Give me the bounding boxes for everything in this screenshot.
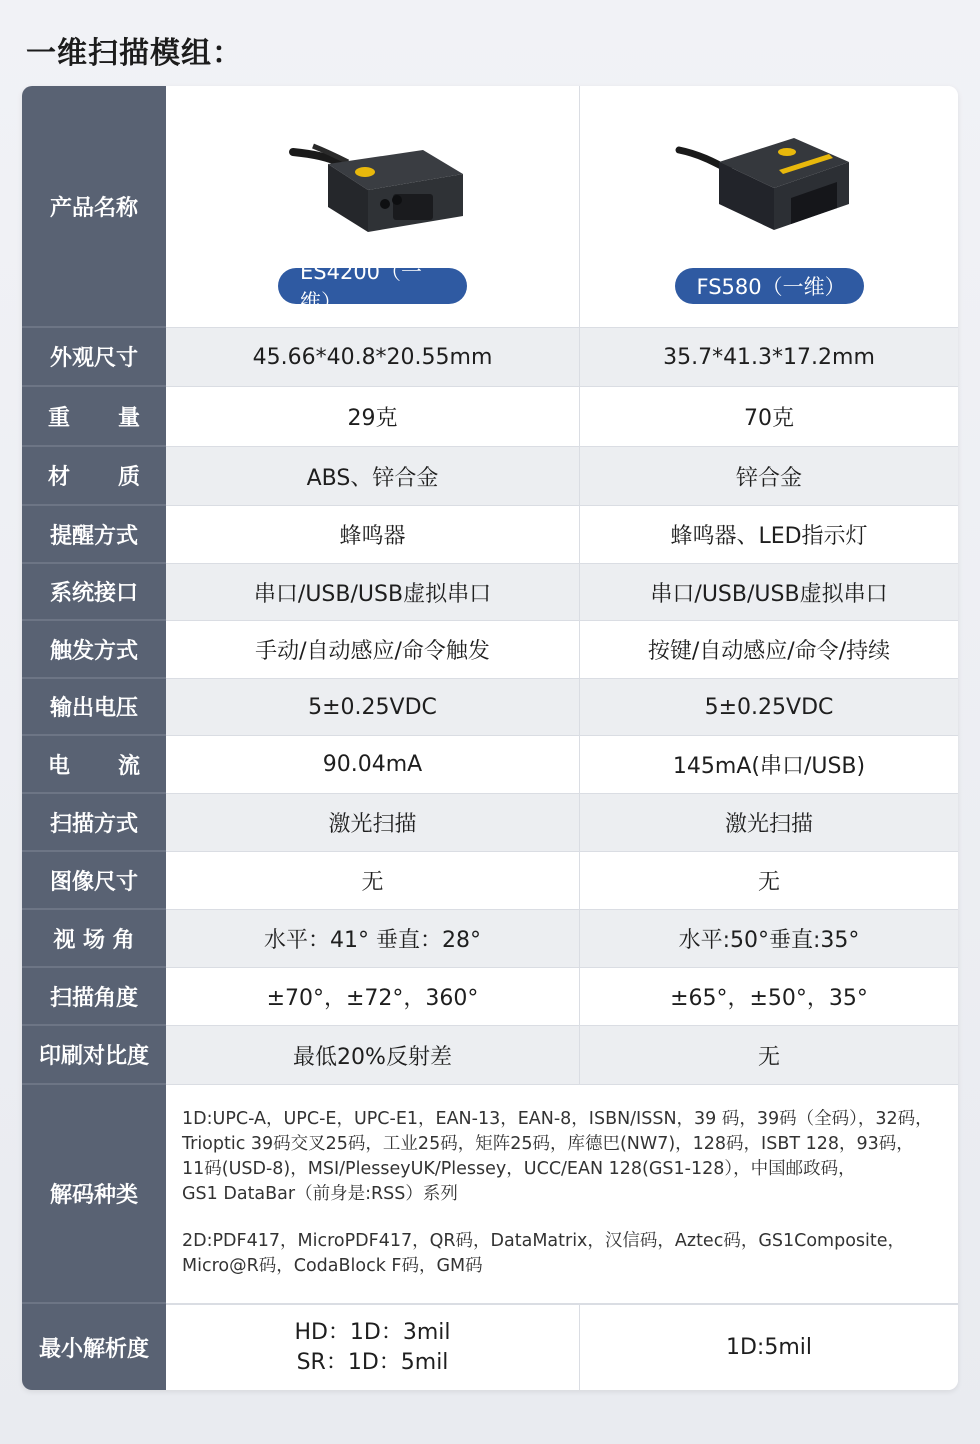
table-row (22, 621, 958, 679)
value-cell: 35.7*41.3*17.2mm (580, 328, 958, 387)
table-row (22, 1026, 958, 1085)
table-row (22, 794, 958, 852)
row-label: 材 质 (22, 447, 166, 506)
table-row (22, 910, 958, 968)
table-row (22, 328, 958, 387)
value-cell: 45.66*40.8*20.55mm (166, 328, 580, 387)
page-title: 一维扫描模组： (26, 36, 243, 71)
value-cell: 串口/USB/USB虚拟串口 (580, 564, 958, 621)
row-label: 输出电压 (22, 679, 166, 736)
row-label: 产品名称 (22, 86, 166, 328)
row-label: 视 场 角 (22, 910, 166, 968)
value-cell: 激光扫描 (166, 794, 580, 852)
value-cell: 串口/USB/USB虚拟串口 (166, 564, 580, 621)
row-label: 重 量 (22, 387, 166, 447)
table-row (22, 736, 958, 794)
spec-table (22, 86, 958, 1390)
value-cell: 1D:5mil (580, 1304, 958, 1390)
table-row (22, 506, 958, 564)
value-cell: ±70°，±72°，360° (166, 968, 580, 1026)
row-label: 图像尺寸 (22, 852, 166, 910)
value-cell: ABS、锌合金 (166, 447, 580, 506)
row-label: 扫描方式 (22, 794, 166, 852)
value-cell: ±65°，±50°，35° (580, 968, 958, 1026)
value-cell: 蜂鸣器、LED指示灯 (580, 506, 958, 564)
value-cell: 无 (166, 852, 580, 910)
row-label: 解码种类 (22, 1085, 166, 1304)
table-row-product (22, 86, 958, 328)
row-label: 触发方式 (22, 621, 166, 679)
value-cell: 无 (580, 852, 958, 910)
scanner-fs580-icon (669, 112, 869, 252)
product-name-badge-2: FS580（一维） (675, 268, 864, 304)
value-cell: HD：1D：3mil SR：1D：5mil (166, 1304, 580, 1390)
row-label: 电 流 (22, 736, 166, 794)
value-cell: 水平：41° 垂直：28° (166, 910, 580, 968)
table-row (22, 968, 958, 1026)
table-row (22, 387, 958, 447)
value-cell: 70克 (580, 387, 958, 447)
value-cell: 蜂鸣器 (166, 506, 580, 564)
product-cell-2 (580, 86, 958, 328)
value-cell: 手动/自动感应/命令触发 (166, 621, 580, 679)
product-name-badge-1: ES4200（一维） (278, 268, 467, 304)
value-cell: 按键/自动感应/命令/持续 (580, 621, 958, 679)
table-row (22, 564, 958, 621)
value-cell: 最低20%反射差 (166, 1026, 580, 1085)
table-row-decode (22, 1085, 958, 1304)
value-cell: 5±0.25VDC (580, 679, 958, 736)
value-cell: 145mA(串口/USB) (580, 736, 958, 794)
value-cell: 无 (580, 1026, 958, 1085)
value-cell: 5±0.25VDC (166, 679, 580, 736)
table-row (22, 852, 958, 910)
scanner-es4200-icon (273, 112, 473, 252)
row-label: 外观尺寸 (22, 328, 166, 387)
value-cell: 水平:50°垂直:35° (580, 910, 958, 968)
row-label: 印刷对比度 (22, 1026, 166, 1085)
row-label: 扫描角度 (22, 968, 166, 1026)
value-cell: 29克 (166, 387, 580, 447)
product-cell-1 (166, 86, 580, 328)
row-label: 提醒方式 (22, 506, 166, 564)
value-cell: 90.04mA (166, 736, 580, 794)
row-label: 系统接口 (22, 564, 166, 621)
value-cell: 锌合金 (580, 447, 958, 506)
table-row (22, 679, 958, 736)
value-cell: 激光扫描 (580, 794, 958, 852)
table-row (22, 447, 958, 506)
table-row (22, 1304, 958, 1390)
decode-types-cell: 1D:UPC-A，UPC-E，UPC-E1，EAN-13，EAN-8，ISBN/ISSN，39 码，39码（全码），32码， Trioptic 39码交叉25码，工业25码，矩阵25码，库德巴(NW7)，128码，ISBT 128，93码， 11码(USD-8)，MSI/PlesseyUK/Plessey，UCC/EAN 128(GS1-128），中国邮政码， GS1 DataBar（前身是:RSS）系列 2D:PDF417，MicroPDF417，QR码，DataMatrix，汉信码，Aztec码，GS1Composite， Micro@R码，CodaBlock F码，GM码 (166, 1085, 958, 1304)
row-label: 最小解析度 (22, 1304, 166, 1390)
